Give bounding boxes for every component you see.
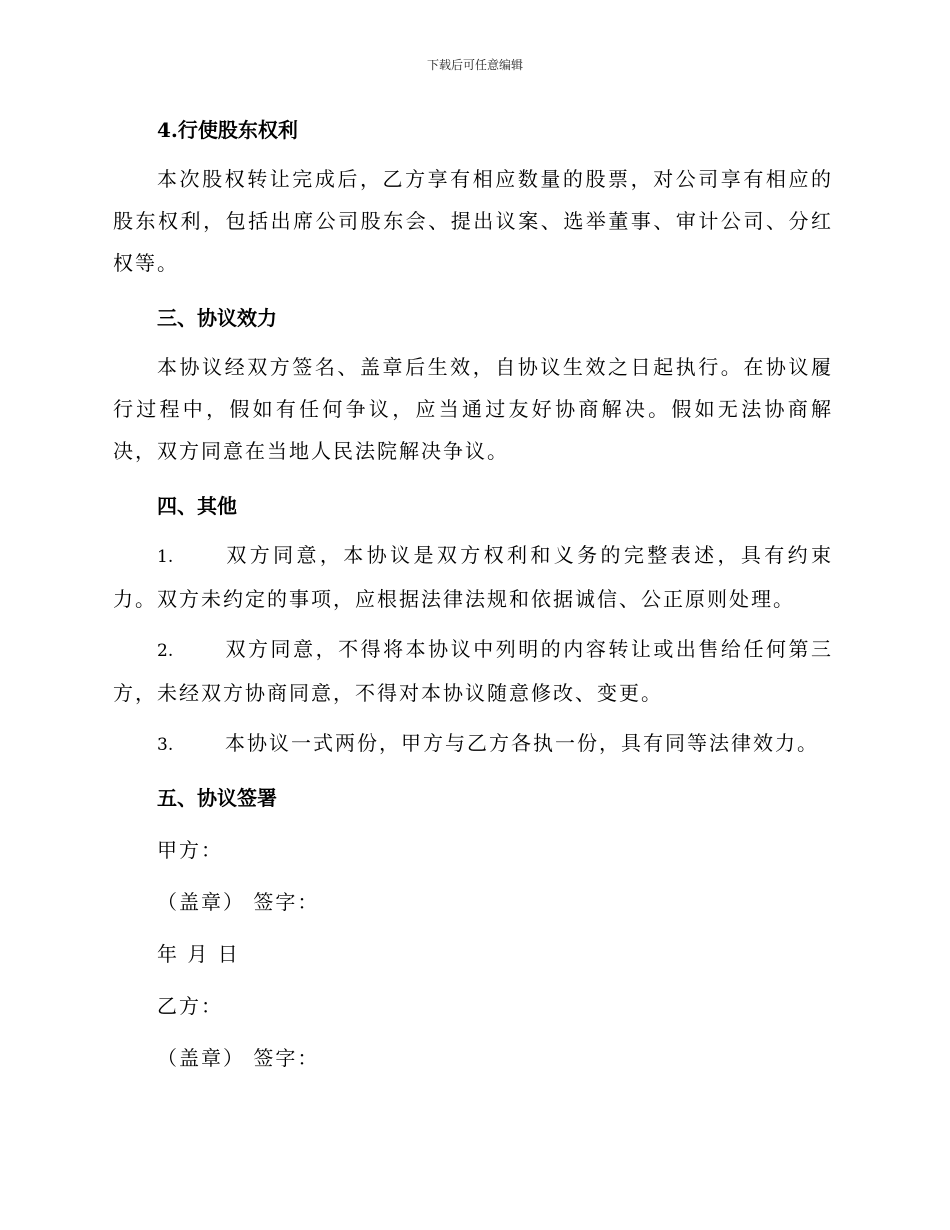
- section-heading-shareholder-rights: 4.行使股东权利: [157, 118, 298, 142]
- section-heading-signing: 五、协议签署: [157, 786, 277, 810]
- paragraph-effectiveness: 本协议经双方签名、盖章后生效，自协议生效之日起执行。在协议履行过程中，假如有任何争议，应当通过友好协商解决。假如无法协商解决，双方同意在当地人民法院解决争议。: [113, 355, 833, 463]
- paragraph-shareholder-rights: 本次股权转让完成后，乙方享有相应数量的股票，对公司享有相应的股东权利，包括出席公司股东会、提出议案、选举董事、审计公司、分红权等。: [113, 167, 833, 275]
- item-text: 双方同意，不得将本协议中列明的内容转让或出售给任何第三方，未经双方协商同意，不得对本协议随意修改、变更。: [113, 637, 833, 705]
- item-text: 双方同意，本协议是双方权利和义务的完整表述，具有约束力。双方未约定的事项，应根据法律法规和依据诚信、公正原则处理。: [113, 543, 833, 611]
- header-note: 下载后可任意编辑: [426, 58, 523, 72]
- other-item-3: [113, 722, 833, 766]
- other-item-2: [113, 628, 833, 714]
- party-b-seal-signature: （盖章） 签字：: [157, 1046, 320, 1070]
- party-a-label: 甲方：: [157, 838, 223, 862]
- party-a-seal-signature: （盖章） 签字：: [157, 890, 320, 914]
- signing-date: 年 月 日: [157, 942, 240, 966]
- item-text: 本协议一式两份，甲方与乙方各执一份，具有同等法律效力。: [225, 731, 819, 755]
- other-item-1: [113, 534, 833, 620]
- item-number: 1.: [157, 547, 174, 567]
- section-heading-effectiveness: 三、协议效力: [157, 306, 277, 330]
- party-b-label: 乙方：: [157, 994, 223, 1018]
- section-heading-other: 四、其他: [157, 494, 237, 518]
- item-number: 3.: [157, 735, 174, 755]
- item-number: 2.: [157, 641, 174, 661]
